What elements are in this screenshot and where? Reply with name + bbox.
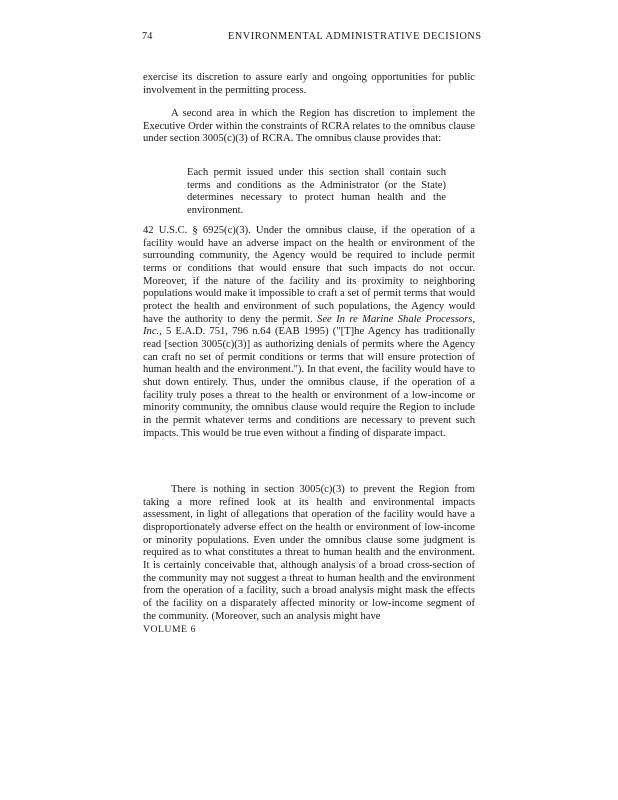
volume-footer: VOLUME 6 [143, 624, 197, 635]
page-number: 74 [142, 31, 153, 42]
paragraph-text-before-cite: 42 U.S.C. § 6925(c)(3). Under the omnibus clause, if the operation of a facility would have an adverse impact on the health or environment of the surrounding community, the Agency would be required to include permit terms or conditions that would ensure that such impacts do not occur. Moreover, if the nature of the facility and its proximity to neighboring populations would make it impossible to craft a set of permit terms that would protect the health and environment of such populations, the Agency would have the authority to deny the permit. [143, 225, 475, 325]
paragraph-omnibus-intro: A second area in which the Region has discretion to implement the Executive Order within the constraints of RCRA relates to the omnibus clause under section 3005(c)(3) of RCRA. The omnibus clause provides that: [143, 108, 475, 145]
case-citation: See In re Marine Shale Processors, Inc., [143, 313, 476, 338]
paragraph-continued: exercise its discretion to assure early and ongoing opportunities for public involvement in the permitting process. [143, 72, 475, 96]
paragraph-omnibus-analysis [143, 225, 475, 440]
omnibus-clause-quote: Each permit issued under this section shall contain such terms and conditions as the Administrator (or the State) determines necessary to protect human health and the environment. [187, 167, 446, 216]
running-header-title: ENVIRONMENTAL ADMINISTRATIVE DECISIONS [228, 31, 482, 42]
paragraph-section-3005: There is nothing in section 3005(c)(3) to prevent the Region from taking a more refined look at its health and environmental impacts assessment, in light of allegations that operation of the facility would have a disproportionately adverse effect on the health or environment of low-income or minority populations. Even under the omnibus clause some judgment is required as to what constitutes a threat to human health and the environment. It is certainly conceivable that, although analysis of a broad cross-section of the community may not suggest a threat to human health and the environment from the operation of a facility, such a broad analysis might mask the effects of the facility on a disparately affected minority or low-income segment of the community. (Moreover, such an analysis might have [143, 484, 475, 622]
paragraph-text-after-cite: 5 E.A.D. 751, 796 n.64 (EAB 1995) ("[T]he Agency has traditionally read [section 3005(c)(3)] as authorizing denials of permits where the Agency can craft no set of permit conditions or terms that will ensure protection of human health and the environment."). In that event, the facility would have to shut down entirely. Thus, under the omnibus clause, if the operation of a facility truly poses a threat to the health or environment of a low-income or minority community, the omnibus clause would require the Region to include in the permit whatever terms and conditions are necessary to prevent such impacts. This would be true even without a finding of disparate impact. [143, 326, 475, 439]
